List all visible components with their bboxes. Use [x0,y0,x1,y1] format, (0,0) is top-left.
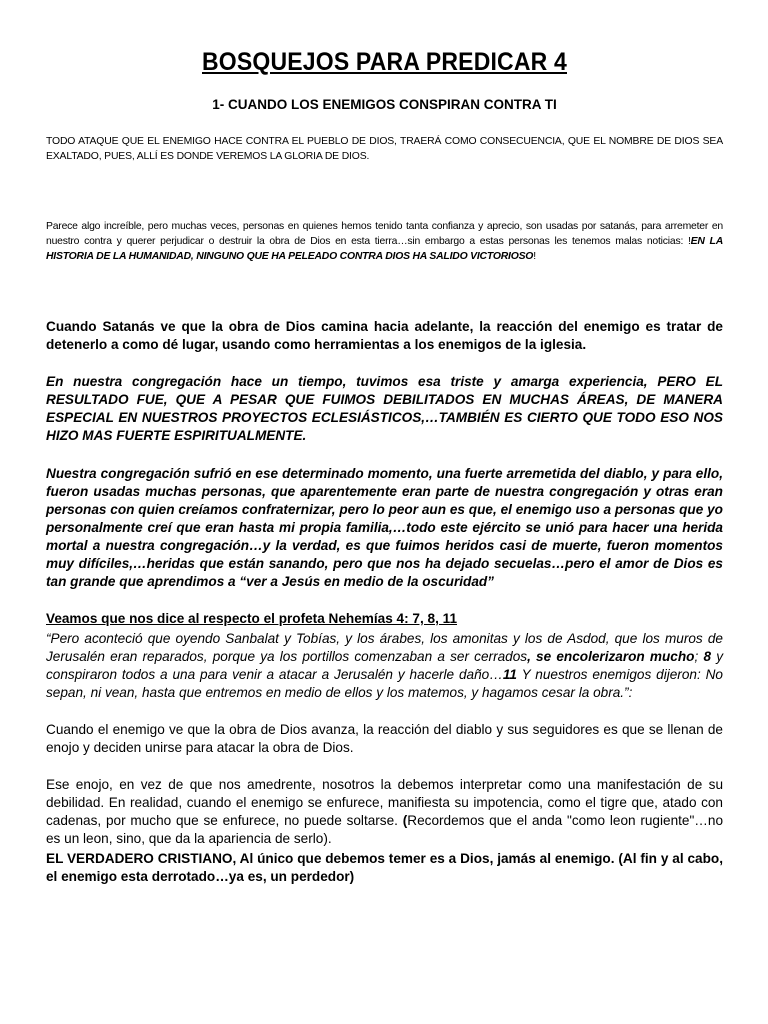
paragraph-7 [46,776,723,848]
quote-part-b: , se encolerizaron mucho [527,649,695,664]
paragraph-2 [46,219,723,264]
scripture-heading: Veamos que nos dice al respecto el profeta Nehemías 4: 7, 8, 11 [46,611,458,626]
paragraph-8: EL VERDADERO CRISTIANO, Al único que debemos temer es a Dios, jamás al enemigo. (Al fin y al cabo, el enemigo esta derrotado…ya es, un perdedor) [46,851,723,884]
paragraph-7-note: Recordemos que el anda "como leon rugiente"…no es un leon, sino, que da la apariencia de serlo). [46,813,724,846]
quote-verse-8: 8 [703,649,712,664]
paragraph-6: Cuando el enemigo ve que la obra de Dios avanza, la reacción del diablo y sus seguidores es que se llenan de enojo y deciden unirse para atacar la obra de Dios. [46,722,723,755]
paragraph-4: En nuestra congregación hace un tiempo, tuvimos esa triste y amarga experiencia, PERO EL RESULTADO FUE, QUE A PESAR QUE FUIMOS DEBILITADOS EN MUCHAS ÁREAS, DE MANERA ESPECIAL EN NUESTROS PROYECTOS ECLESIÁSTICOS,…TAMBIÉN ES CIERTO QUE TODO ESO NOS HIZO MAS FUERTE ESPIRITUALMENTE. [46,374,723,443]
quote-part-g: Y nuestros enemigos dijeron: No sepan, ni vean, hasta que entremos en medio de ellos y los matemos, y hagamos cesar la obra.”: [46,667,723,700]
paragraph-3: Cuando Satanás ve que la obra de Dios camina hacia adelante, la reacción del enemigo es tratar de detenerlo a como dé lugar, usando como herramientas a los enemigos de la iglesia. [46,319,723,352]
scripture-quote [46,630,723,702]
paragraph-2-emphasis: EN LA HISTORIA DE LA HUMANIDAD, NINGUNO QUE HA PELEADO CONTRA DIOS HA SALIDO VICTORIOSO [46,236,723,262]
paragraph-7-text: Ese enojo, en vez de que nos amedrente, nosotros la debemos interpretar como una manifestación de su debilidad. En realidad, cuando el enemigo se enfurece, manifiesta su impotencia, como el tigre que, atado con cadenas, por mucho que se enfurece, no puede soltarse. [46,777,723,828]
quote-part-a: “Pero aconteció que oyendo Sanbalat y Tobías, y los árabes, los amonitas y los de Asdod, que los muros de Jerusalén eran reparados, porque ya los portillos comenzaban a ser cerrados [46,631,723,664]
paragraph-2-text: Parece algo increíble, pero muchas veces, personas en quienes hemos tenido tanta confianza y aprecio, son usadas por satanás, para arremeter en nuestro contra y querer perjudicar o destruir la obra de Dios en esta tierra…sin embargo a estas personas les tenemos malas noticias: ! [46,221,723,247]
section-subtitle: 1- CUANDO LOS ENEMIGOS CONSPIRAN CONTRA TI [212,97,557,112]
intro-paragraph: TODO ATAQUE QUE EL ENEMIGO HACE CONTRA EL PUEBLO DE DIOS, TRAERÁ COMO CONSECUENCIA, QUE EL NOMBRE DE DIOS SEA EXALTADO, PUES, ALLÍ ES DONDE VEREMOS LA GLORIA DE DIOS. [46,136,723,162]
paragraph-2-end: ! [533,251,536,262]
paragraph-5: Nuestra congregación sufrió en ese determinado momento, una fuerte arremetida del diablo, y para ello, fueron usadas muchas personas, que aparentemente eran parte de nuestra congregación y otras eran personas con quien creíamos confraternizar, pero lo peor aun es que, el enemigo uso a personas que yo personalmente creí que eran hasta mi propia familia,…todo este ejército se unió para hacer una herida mortal a nuestra congregación…y la verdad, es que fuimos heridos casi de muerte, fueron momentos muy difíciles,…heridas que están sanando, pero que nos ha dejado secuelas…pero el amor de Dios es tan grande que aprendimos a “ver a Jesús en medio de la oscuridad” [46,466,723,589]
quote-part-e: y conspiraron todos a una para venir a atacar a Jerusalén y hacerle daño… [46,649,723,682]
page-title: BOSQUEJOS PARA PREDICAR 4 [201,48,568,76]
paragraph-7-paren: ( [402,813,408,828]
quote-part-c: ; [694,649,704,664]
quote-verse-11: 11 [502,667,517,682]
